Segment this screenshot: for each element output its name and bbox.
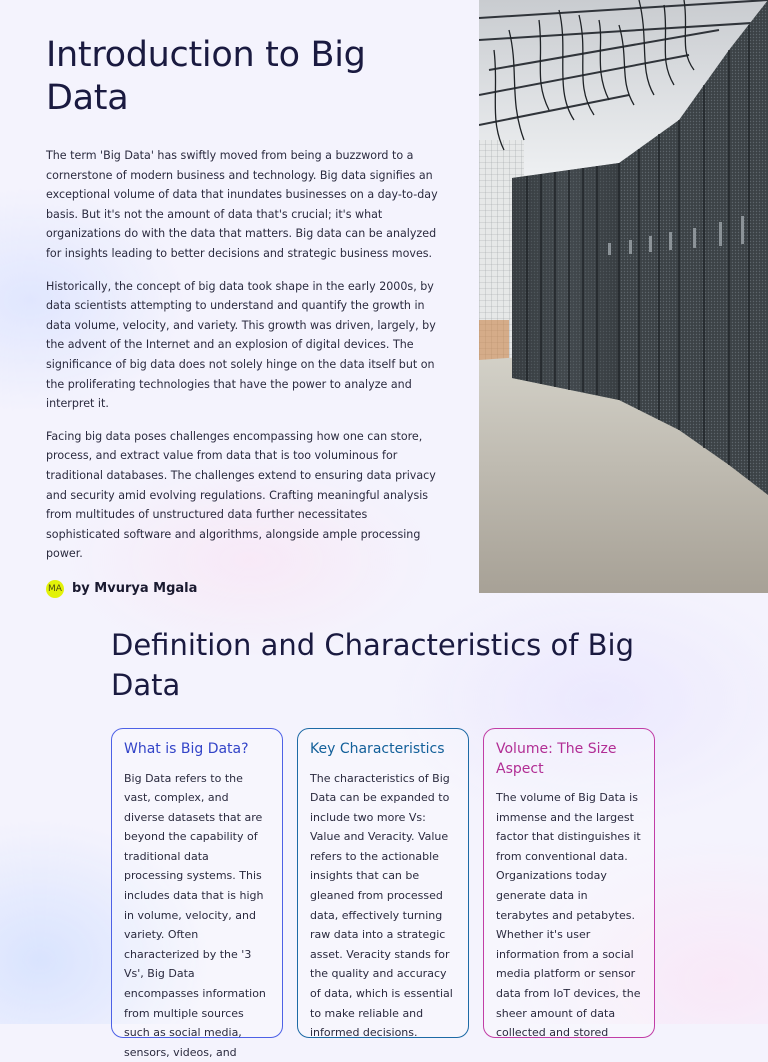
challenges-paragraph: Facing big data poses challenges encompassing how one can store, process, and extract value from data that is too voluminous for traditional databases. The challenges extend to ensuring data privacy and security amid evolving regulations. Crafting meaningful analysis from multitudes of unstructured data further necessitates sophisticated software and algorithms, alongside ample processing power. xyxy=(46,427,438,564)
card-text: The volume of Big Data is immense and the largest factor that distinguishes it from conventional data. Organizations today generate data in terabytes and petabytes. Whether it's user information from a social media platform or sensor data from IoT devices, the sheer amount of data collected and stored xyxy=(496,788,643,1043)
card-key-characteristics xyxy=(297,728,469,1038)
intro-paragraph: The term 'Big Data' has swiftly moved from being a buzzword to a cornerstone of modern business and technology. Big data signifies an exceptional volume of data that inundates businesses on a day-to-day basis. But it's not the amount of data that's crucial; it's what organizations do with the data that matters. Big data can be analyzed for insights leading to better decisions and strategic business moves. xyxy=(46,146,438,264)
card-title: What is Big Data? xyxy=(124,740,271,760)
author-byline xyxy=(46,580,438,598)
author-name: by Mvurya Mgala xyxy=(72,581,197,596)
card-title: Volume: The Size Aspect xyxy=(496,740,643,779)
hero-content xyxy=(46,34,438,598)
page-title: Introduction to Big Data xyxy=(46,34,438,120)
history-paragraph: Historically, the concept of big data took shape in the early 2000s, by data scientists attempting to understand and quantify the growth in data volume, velocity, and variety. This growth was driven, largely, by the advent of the Internet and an explosion of digital devices. The significance of big data does not solely hinge on the data itself but on the proliferating technologies that have the power to analyze and interpret it. xyxy=(46,277,438,414)
card-title: Key Characteristics xyxy=(310,740,457,760)
section-title: Definition and Characteristics of Big Data xyxy=(111,625,651,705)
server-room-image xyxy=(479,0,768,593)
card-text: The characteristics of Big Data can be expanded to include two more Vs: Value and Veracity. Value refers to the actionable insights that can be gleaned from processed data, effectively turning raw data into a strategic asset. Veracity stands for the quality and accuracy of data, which is essential to make reliable and informed decisions. xyxy=(310,769,457,1043)
avatar: MA xyxy=(46,580,64,598)
card-volume xyxy=(483,728,655,1038)
card-what-is-big-data xyxy=(111,728,283,1038)
card-text: Big Data refers to the vast, complex, and diverse datasets that are beyond the capability of traditional data processing systems. This includes data that is high in volume, velocity, and variety. Often characterized by the '3 Vs', Big Data encompasses information from multiple sources such as social media, sensors, videos, and xyxy=(124,769,271,1062)
